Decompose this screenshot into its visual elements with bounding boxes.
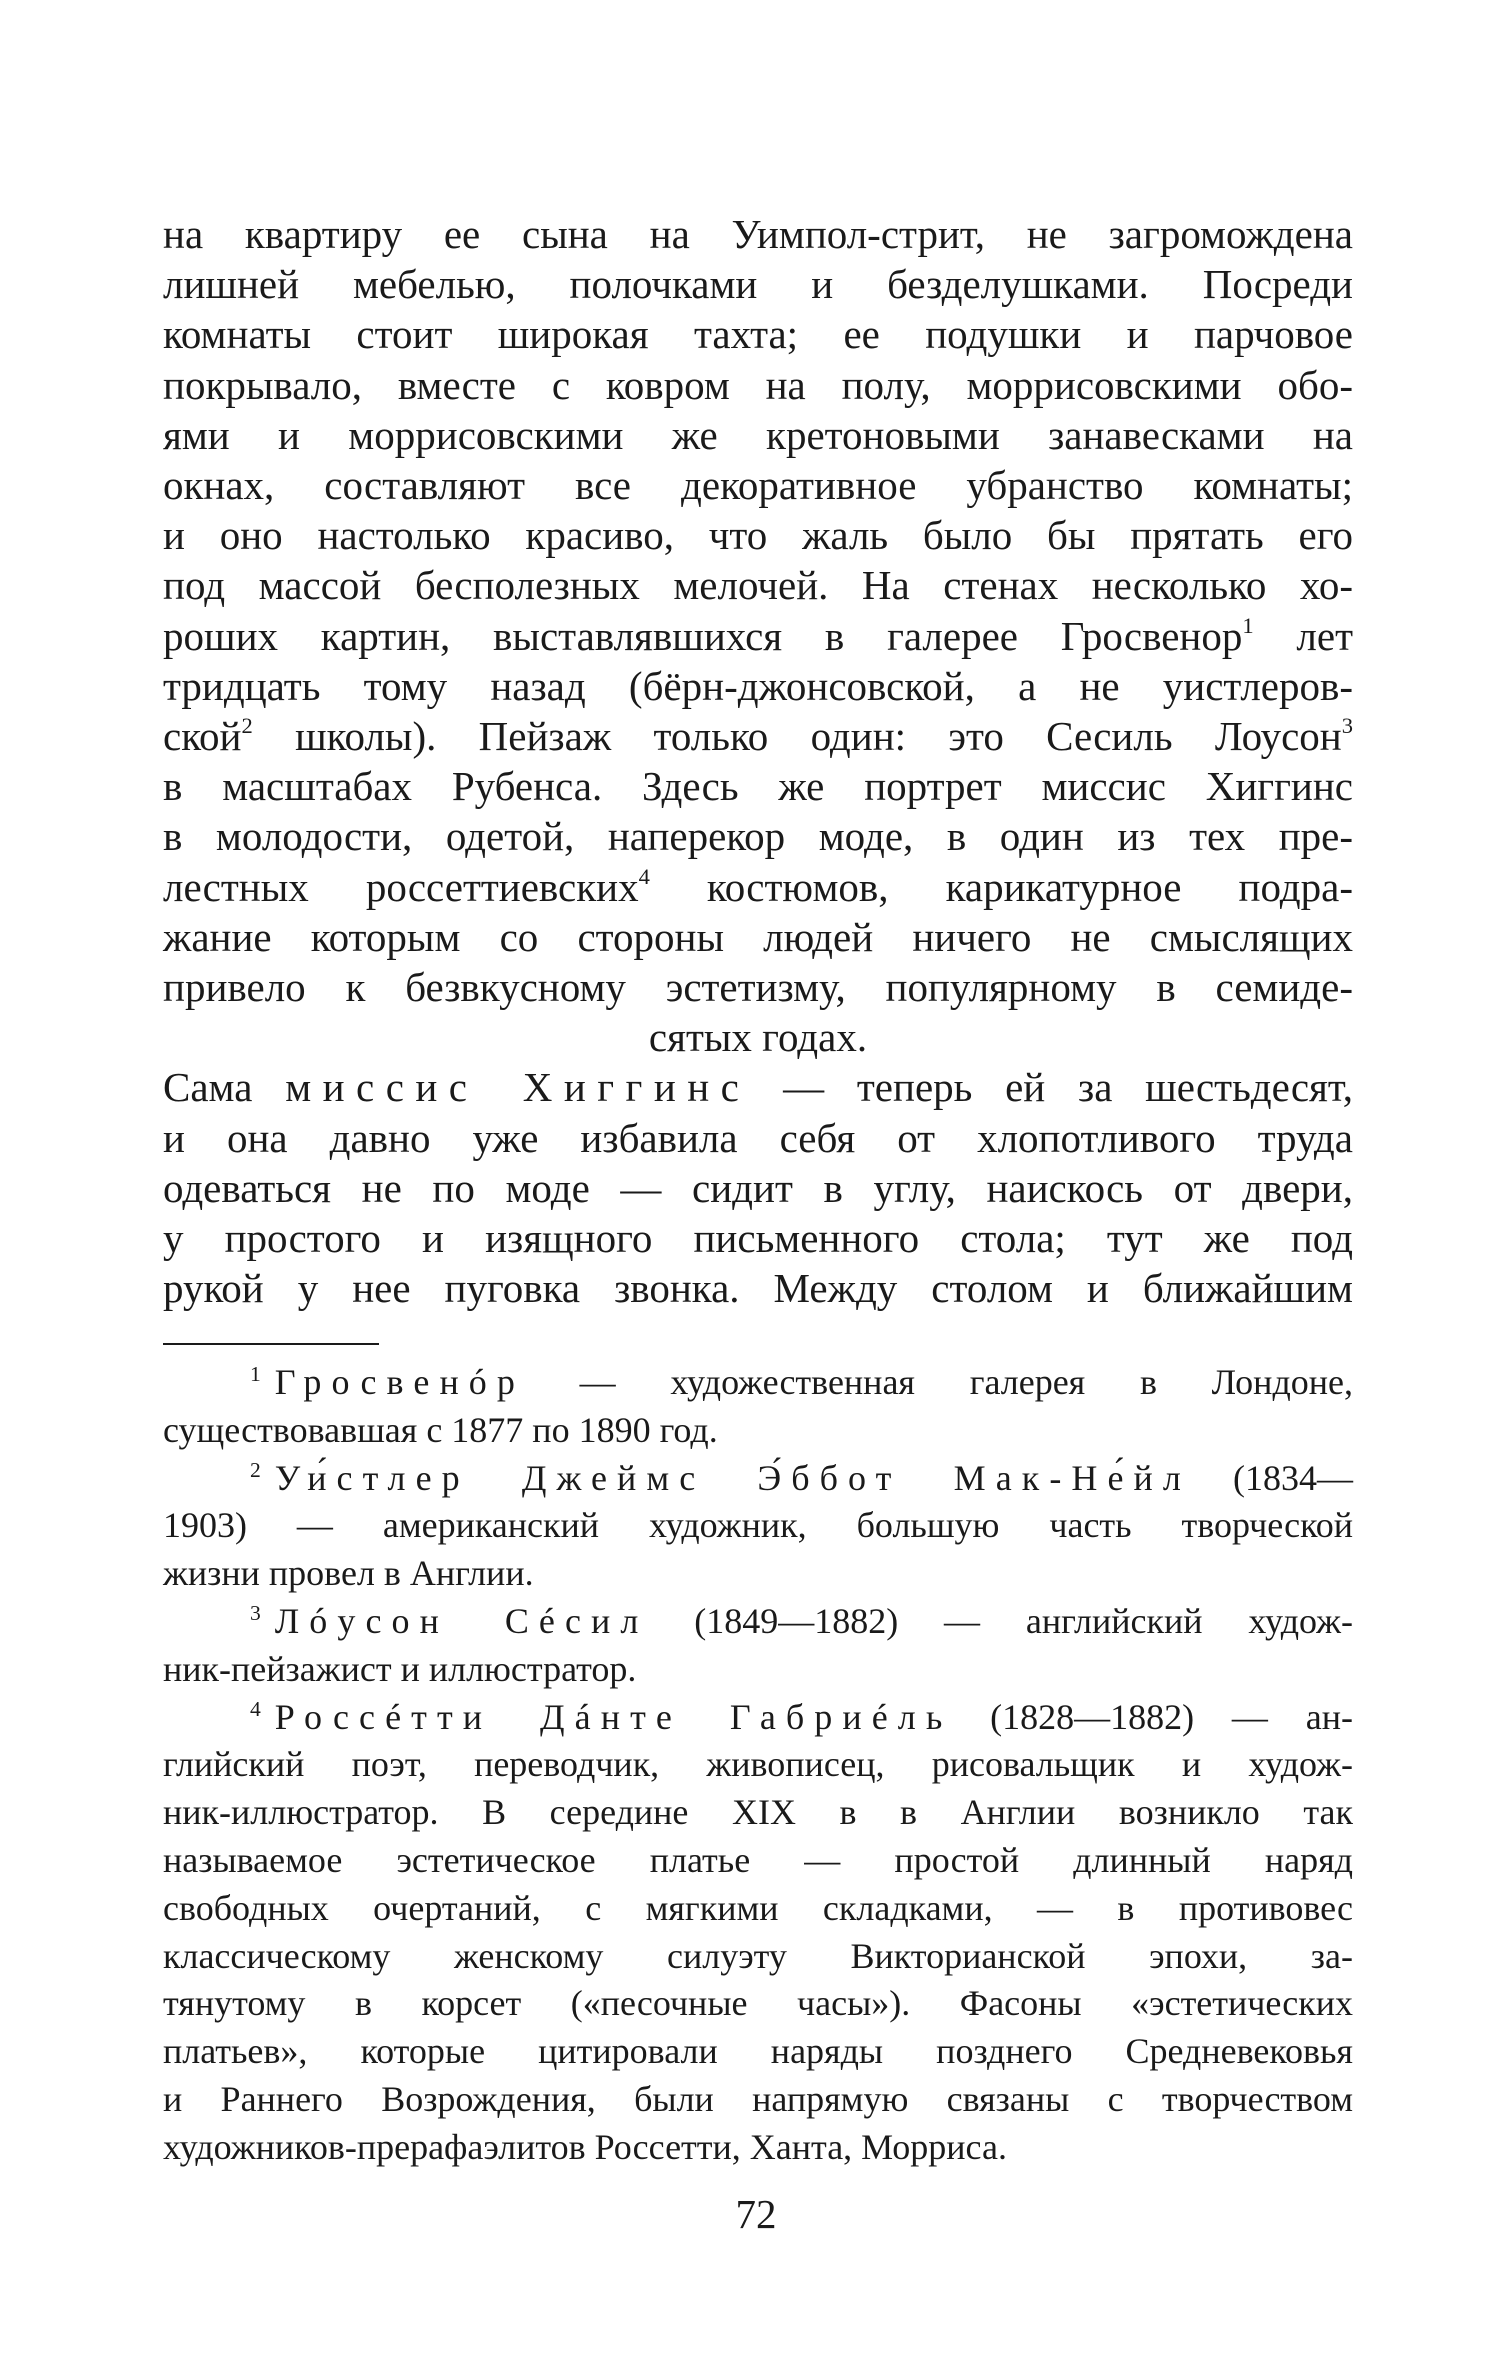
text-line: [163, 713, 1353, 759]
footnote-line: [250, 1696, 1353, 1737]
footnote-line: [163, 2081, 1353, 2117]
text-segment: привело к безвкусному эстетизму, популярному в семиде-: [163, 964, 1353, 1010]
text-segment: и Раннего Возрождения, были напрямую связаны с творчеством: [163, 2079, 1353, 2119]
footnote-divider: [163, 1343, 379, 1345]
footnote-line: [250, 1457, 1353, 1498]
text-segment: платьев», которые цитировали наряды позднего Средневековья: [163, 2031, 1353, 2072]
text-line: [163, 261, 1353, 308]
text-segment: в масштабах Рубенса. Здесь же портрет миссис Хиггинс: [163, 763, 1353, 810]
footnote-line: [163, 1505, 1353, 1546]
text-line: [163, 311, 1353, 358]
text-line: [163, 1215, 1353, 1261]
text-segment: окнах, составляют все декоративное убранство комнаты;: [163, 462, 1353, 508]
text-line: [163, 1114, 1353, 1161]
footnote-ref[interactable]: 2: [241, 713, 253, 739]
text-segment: рукой у нее пуговка звонка. Между столом и ближайшим: [163, 1265, 1353, 1312]
footnote-line: [250, 1603, 1353, 1639]
text-segment: существовавшая с 1877 по 1890 год.: [163, 1409, 718, 1450]
footnote-ref[interactable]: 1: [1242, 612, 1254, 638]
text-segment: — художественная галерея в Лондоне,: [524, 1362, 1353, 1402]
text-segment: роших картин, выставлявшихся в галерее Гросвенор: [163, 612, 1243, 659]
text-line: [163, 1014, 1353, 1061]
text-segment: художников-прерафаэлитов Россетти, Ханта, Морриса.: [163, 2126, 1007, 2167]
text-segment: свободных очертаний, с мягкими складками, — в противовес: [163, 1887, 1353, 1928]
text-segment: ник-иллюстратор. В середине XIX в в Англии возникло так: [163, 1792, 1353, 1833]
spaced-name: Лóусон Сéсил: [274, 1601, 649, 1641]
text-line: [163, 863, 1353, 910]
text-segment: Сама: [163, 1064, 286, 1111]
text-line: [163, 512, 1353, 559]
text-segment: под массой бесполезных мелочей. На стенах несколько хо-: [163, 562, 1353, 609]
text-segment: у простого и изящного письменного стола; тут же под: [163, 1215, 1353, 1261]
footnote-line: [163, 1553, 1353, 1594]
text-line: [163, 1064, 1353, 1111]
footnote-number: 4: [250, 1696, 261, 1721]
text-segment: тянутому в корсет («песочные часы»). Фасоны «эстетических: [163, 1983, 1353, 2024]
text-line: [163, 361, 1353, 408]
footnote-number: 2: [250, 1457, 261, 1482]
text-line: [163, 562, 1353, 609]
text-line: [163, 462, 1353, 508]
text-line: [163, 1164, 1353, 1211]
footnote-line: [163, 1744, 1353, 1785]
text-line: [163, 964, 1353, 1010]
text-segment: классическому женскому силуэту Викторианской эпохи, за-: [163, 1935, 1353, 1976]
footnote-line: [163, 2031, 1353, 2072]
text-segment: ник-пейзажист и иллюстратор.: [163, 1648, 637, 1689]
text-segment: (1828—1882) — ан-: [952, 1696, 1353, 1737]
text-segment: в молодости, одетой, наперекор моде, в один из тех пре-: [163, 813, 1353, 860]
text-segment: ской: [163, 713, 242, 759]
footnote-line: [163, 2126, 1353, 2167]
text-segment: комнаты стоит широкая тахта; ее подушки и парчовое: [163, 311, 1353, 358]
text-line: [163, 913, 1353, 960]
text-segment: и она давно уже избавила себя от хлопотливого труда: [163, 1114, 1353, 1161]
footnote-line: [163, 1935, 1353, 1976]
spaced-name: Гросвенóр: [274, 1362, 525, 1402]
text-segment: лестных россеттиевских: [163, 863, 639, 910]
footnote-line: [163, 1409, 1353, 1450]
text-segment: — теперь ей за шестьдесят,: [750, 1064, 1353, 1111]
text-segment: 1903) — американский художник, большую часть творческой: [163, 1505, 1353, 1546]
footnote-ref[interactable]: 3: [1341, 713, 1353, 739]
footnote-line: [163, 1842, 1353, 1878]
spaced-name: Уи́стлер Джеймс Э́ббот Мак-Не́йл: [274, 1457, 1191, 1498]
text-segment: одеваться не по моде — сидит в углу, наискось от двери,: [163, 1164, 1353, 1211]
text-segment: (1849—1882) — английский худож-: [648, 1601, 1353, 1641]
text-line: [163, 763, 1353, 810]
text-segment: ями и моррисовскими же кретоновыми занавесками на: [163, 411, 1353, 458]
page-number: 72: [735, 2191, 777, 2237]
text-segment: тридцать тому назад (бёрн-джонсовской, а не уистлеров-: [163, 662, 1353, 709]
text-segment: называемое эстетическое платье — простой длинный наряд: [163, 1840, 1353, 1880]
text-segment: школы). Пейзаж только один: это Сесиль Лоусон: [252, 713, 1342, 759]
footnote-number: 1: [250, 1362, 261, 1387]
text-segment: сятых годах.: [648, 1014, 868, 1061]
footnote-ref[interactable]: 4: [638, 863, 650, 889]
footnote-line: [163, 1983, 1353, 2024]
text-segment: костюмов, карикатурное подра-: [649, 863, 1353, 910]
text-segment: жизни провел в Англии.: [163, 1553, 534, 1594]
spaced-name: миссис Хиггинс: [285, 1064, 751, 1111]
text-line: [163, 612, 1353, 659]
text-segment: жание которым со стороны людей ничего не смыслящих: [163, 913, 1353, 960]
text-line: [163, 662, 1353, 709]
text-segment: на квартиру ее сына на Уимпол-стрит, не загромождена: [163, 211, 1353, 257]
text-segment: лишней мебелью, полочками и безделушками. Посреди: [163, 261, 1353, 308]
spaced-name: Россéтти Дáнте Габриéль: [274, 1696, 953, 1737]
text-segment: покрывало, вместе с ковром на полу, моррисовскими обо-: [163, 361, 1353, 408]
text-line: [163, 211, 1353, 257]
footnote-line: [163, 1648, 1353, 1689]
text-segment: и оно настолько красиво, что жаль было бы прятать его: [163, 512, 1353, 559]
text-segment: глийский поэт, переводчик, живописец, рисовальщик и худож-: [163, 1744, 1353, 1785]
text-line: [163, 411, 1353, 458]
text-segment: (1834—: [1190, 1457, 1353, 1498]
text-line: [163, 1265, 1353, 1312]
footnote-line: [163, 1792, 1353, 1833]
text-line: [163, 813, 1353, 860]
footnote-line: [250, 1364, 1353, 1400]
footnote-line: [163, 1887, 1353, 1928]
footnote-number: 3: [250, 1601, 261, 1626]
text-segment: лет: [1253, 612, 1353, 659]
